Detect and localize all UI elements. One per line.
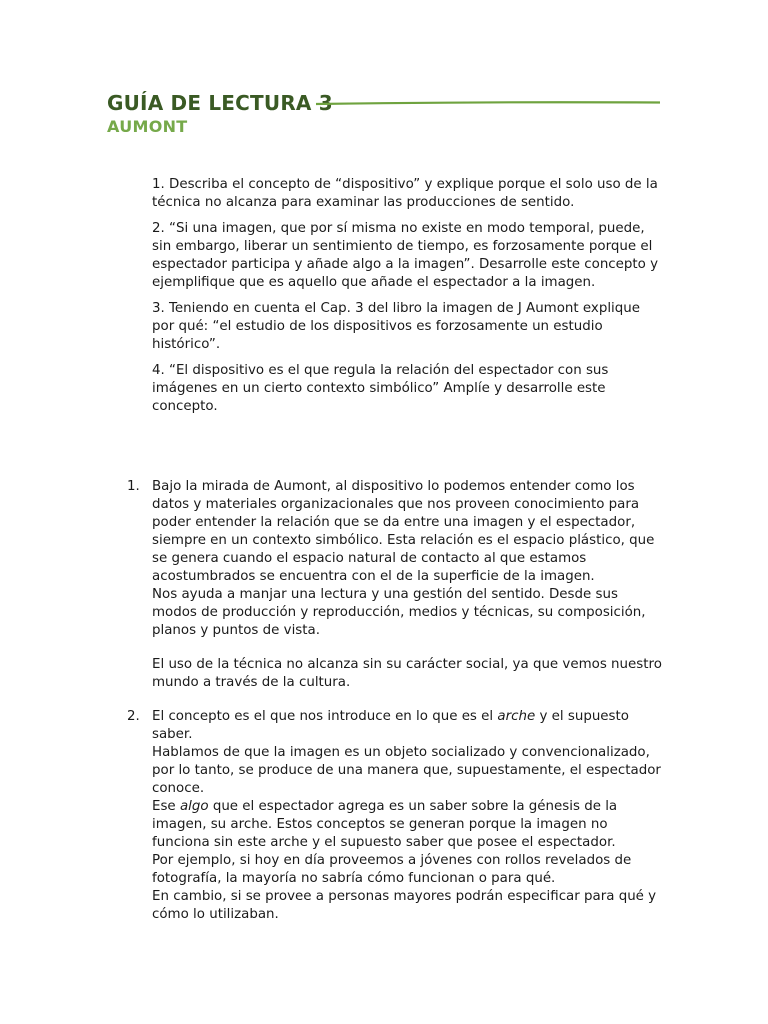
text-run: que el espectador agrega es un saber sobre la génesis de la imagen, su arche. Estos conceptos se generan porque la imagen no funciona sin este arche y el supuesto saber que posee el espectador. — [152, 799, 618, 850]
text-run: Ese — [152, 799, 180, 814]
question-item: 2. “Si una imagen, que por sí misma no existe en modo temporal, puede, sin embargo, liberar un sentimiento de tiempo, es forzosamente porque el espectador participa y añade algo a la imagen”. Desarrolle este concepto y ejemplifique que es aquello que añade el espectador a la imagen. — [152, 221, 659, 290]
answer-list — [127, 478, 664, 940]
answer-paragraph — [152, 708, 664, 744]
answer-body — [152, 708, 664, 924]
answer-item — [127, 708, 664, 924]
answer-paragraph — [152, 798, 664, 852]
question-item: 4. “El dispositivo es el que regula la relación del espectador con sus imágenes en un cierto contexto simbólico” Amplíe y desarrolle este concepto. — [152, 363, 609, 414]
answer-body — [152, 478, 664, 692]
question-item: 3. Teniendo en cuenta el Cap. 3 del libro la imagen de J Aumont explique por qué: “el estudio de los dispositivos es forzosamente un estudio histórico”. — [152, 301, 641, 352]
answer-paragraph: El uso de la técnica no alcanza sin su carácter social, ya que vemos nuestro mundo a través de la cultura. — [152, 657, 662, 690]
page-title: GUÍA DE LECTURA 3 — [107, 91, 333, 115]
answer-number: 2. — [127, 709, 140, 724]
question-item: 1. Describa el concepto de “dispositivo” y explique porque el solo uso de la técnica no alcanza para examinar las producciones de sentido. — [152, 177, 658, 210]
text-run: El concepto es el que nos introduce en lo que es el — [152, 709, 498, 724]
title-rule — [316, 100, 660, 106]
answer-number: 1. — [127, 479, 140, 494]
answer-paragraph: Hablamos de que la imagen es un objeto socializado y convencionalizado, por lo tanto, se produce de una manera que, supuestamente, el espectador conoce. — [152, 745, 661, 796]
answer-paragraph: Bajo la mirada de Aumont, al dispositivo lo podemos entender como los datos y materiales organizacionales que nos proveen conocimiento para poder entender la relación que se da entre una imagen y el espectador, siempre en un contexto simbólico. Esta relación es el espacio plástico, que se genera cuando el espacio natural de contacto al que estamos acostumbrados se encuentra con el de la superficie de la imagen. — [152, 479, 655, 584]
answer-paragraph: Por ejemplo, si hoy en día proveemos a jóvenes con rollos revelados de fotografía, la mayoría no sabría cómo funcionan o para qué. — [152, 853, 632, 886]
answer-item — [127, 478, 664, 692]
answer-paragraph: En cambio, si se provee a personas mayores podrán especificar para qué y cómo lo utilizaban. — [152, 889, 657, 922]
page-subtitle: AUMONT — [107, 117, 188, 136]
answer-paragraph: Nos ayuda a manjar una lectura y una gestión del sentido. Desde sus modos de producción y reproducción, medios y técnicas, su composición, planos y puntos de vista. — [152, 587, 646, 638]
emphasis-text: arche — [497, 709, 536, 724]
text-run: y el supuesto saber. — [152, 709, 629, 742]
question-list — [152, 176, 664, 424]
emphasis-text: algo — [179, 799, 209, 814]
